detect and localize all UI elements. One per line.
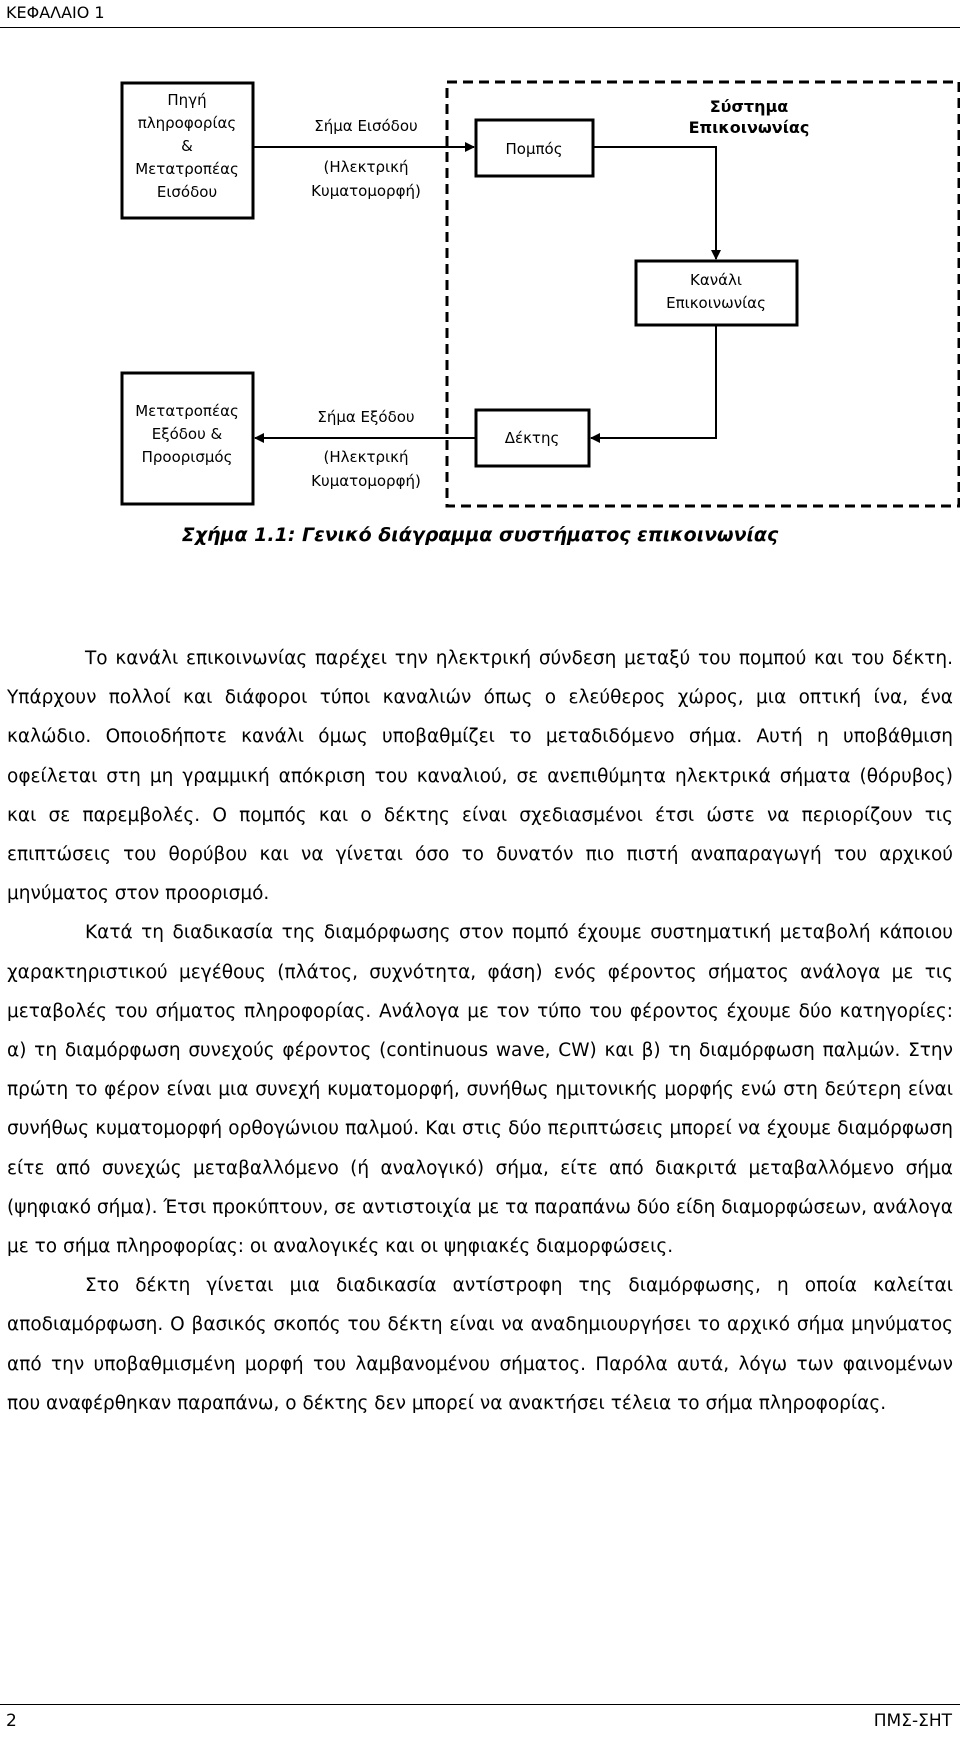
channel-line1: Κανάλι [690, 271, 742, 289]
transmitter-label: Πομπός [505, 140, 563, 158]
paragraph-2: Κατά τη διαδικασία της διαμόρφωσης στον πομπό έχουμε συστηματική μεταβολή κάποιου χαρακτηριστικού μεγέθους (πλάτος, συχνότητα, φάση) ενός φέροντος σήματος ανάλογα με τις μεταβολές του σήματος πληροφορίας. Ανάλογα με τον τύπο του φέροντος έχουμε δύο κατηγορίες: α) τη διαμόρφωση συνεχούς φέροντος (continuous wave, CW) και β) τη διαμόρφωση παλμών. Στην πρώτη το φέρον είναι μια συνεχή κυματομορφή, συνήθως ημιτονικής μορφής ενώ στη δεύτερη είναι συνήθως κυματομορφή ορθογώνιου παλμού. Και στις δύο περιπτώσεις μπορεί να έχουμε διαμόρφωση είτε από συνεχώς μεταβαλλόμενο (ή αναλογικό) σήμα, είτε από διακριτά μεταβαλλόμενο σήμα (ψηφιακό σήμα). Έτσι προκύπτουν, σε αντιστοιχία με τα παραπάνω δύο είδη διαμορφώσεων, ανάλογα με το σήμα πληροφορίας: οι αναλογικές και οι ψηφιακές διαμορφώσεις. [7, 922, 953, 1258]
figure-caption: Σχήμα 1.1: Γενικό διάγραμμα συστήματος επικοινωνίας [181, 524, 779, 546]
communication-system-diagram [0, 0, 960, 520]
output-signal-line2: (Ηλεκτρική [323, 448, 409, 466]
channel-to-receiver-arrow [591, 325, 716, 438]
system-label-line1: Σύστημα [709, 97, 789, 116]
destination-line1: Μετατροπέας [135, 402, 239, 420]
destination-line2: Εξόδου & [151, 425, 223, 443]
system-label-line2: Επικοινωνίας [688, 118, 810, 137]
chapter-label: ΚΕΦΑΛΑΙΟ 1 [6, 3, 105, 22]
page-number: 2 [6, 1711, 17, 1731]
source-line1: Πηγή [167, 91, 207, 109]
output-signal-line1: Σήμα Εξόδου [317, 408, 415, 426]
input-signal-line2: (Ηλεκτρική [323, 158, 409, 176]
source-line5: Εισόδου [156, 183, 218, 201]
body-text [7, 639, 953, 1423]
input-signal-line1: Σήμα Εισόδου [314, 117, 418, 135]
page-footer [0, 1704, 960, 1735]
destination-line3: Προορισμός [141, 448, 233, 466]
receiver-label: Δέκτης [504, 429, 560, 447]
source-line2: πληροφορίας [137, 114, 237, 132]
transmitter-to-channel-arrow [593, 147, 716, 259]
source-line3: & [181, 137, 193, 155]
footer-label: ΠΜΣ-ΣΗΤ [873, 1711, 952, 1731]
paragraph-1: Το κανάλι επικοινωνίας παρέχει την ηλεκτρική σύνδεση μεταξύ του πομπού και του δέκτη. Υπάρχουν πολλοί και διάφοροι τύποι καναλιών όπως ο ελεύθερος χώρος, μια οπτική ίνα, ένα καλώδιο. Οποιοδήποτε κανάλι όμως υποβαθμίζει το μεταδιδόμενο σήμα. Αυτή η υποβάθμιση οφείλεται στη μη γραμμική απόκριση του καναλιού, σε ανεπιθύμητα ηλεκτρικά σήματα (θόρυβος) και σε παρεμβολές. Ο πομπός και ο δέκτης είναι σχεδιασμένοι έτσι ώστε να περιορίζουν τις επιπτώσεις του θορύβου και να γίνεται όσο το δυνατόν πιο πιστή αναπαραγωγή του αρχικού μηνύματος στον προορισμό. [7, 648, 953, 905]
source-line4: Μετατροπέας [135, 160, 239, 178]
output-signal-line3: Κυματομορφή) [311, 472, 421, 490]
paragraph-3: Στο δέκτη γίνεται μια διαδικασία αντίστροφη της διαμόρφωσης, η οποία καλείται αποδιαμόρφωση. Ο βασικός σκοπός του δέκτη είναι να αναδημιουργήσει το αρχικό σήμα μηνύματος από την υποβαθμισμένη μορφή του λαμβανομένου σήματος. Παρόλα αυτά, λόγω των φαινομένων που αναφέρθηκαν παραπάνω, ο δέκτης δεν μπορεί να ανακτήσει τέλεια το σήμα πληροφορίας. [7, 1275, 953, 1414]
channel-line2: Επικοινωνίας [666, 294, 766, 312]
input-signal-line3: Κυματομορφή) [311, 182, 421, 200]
